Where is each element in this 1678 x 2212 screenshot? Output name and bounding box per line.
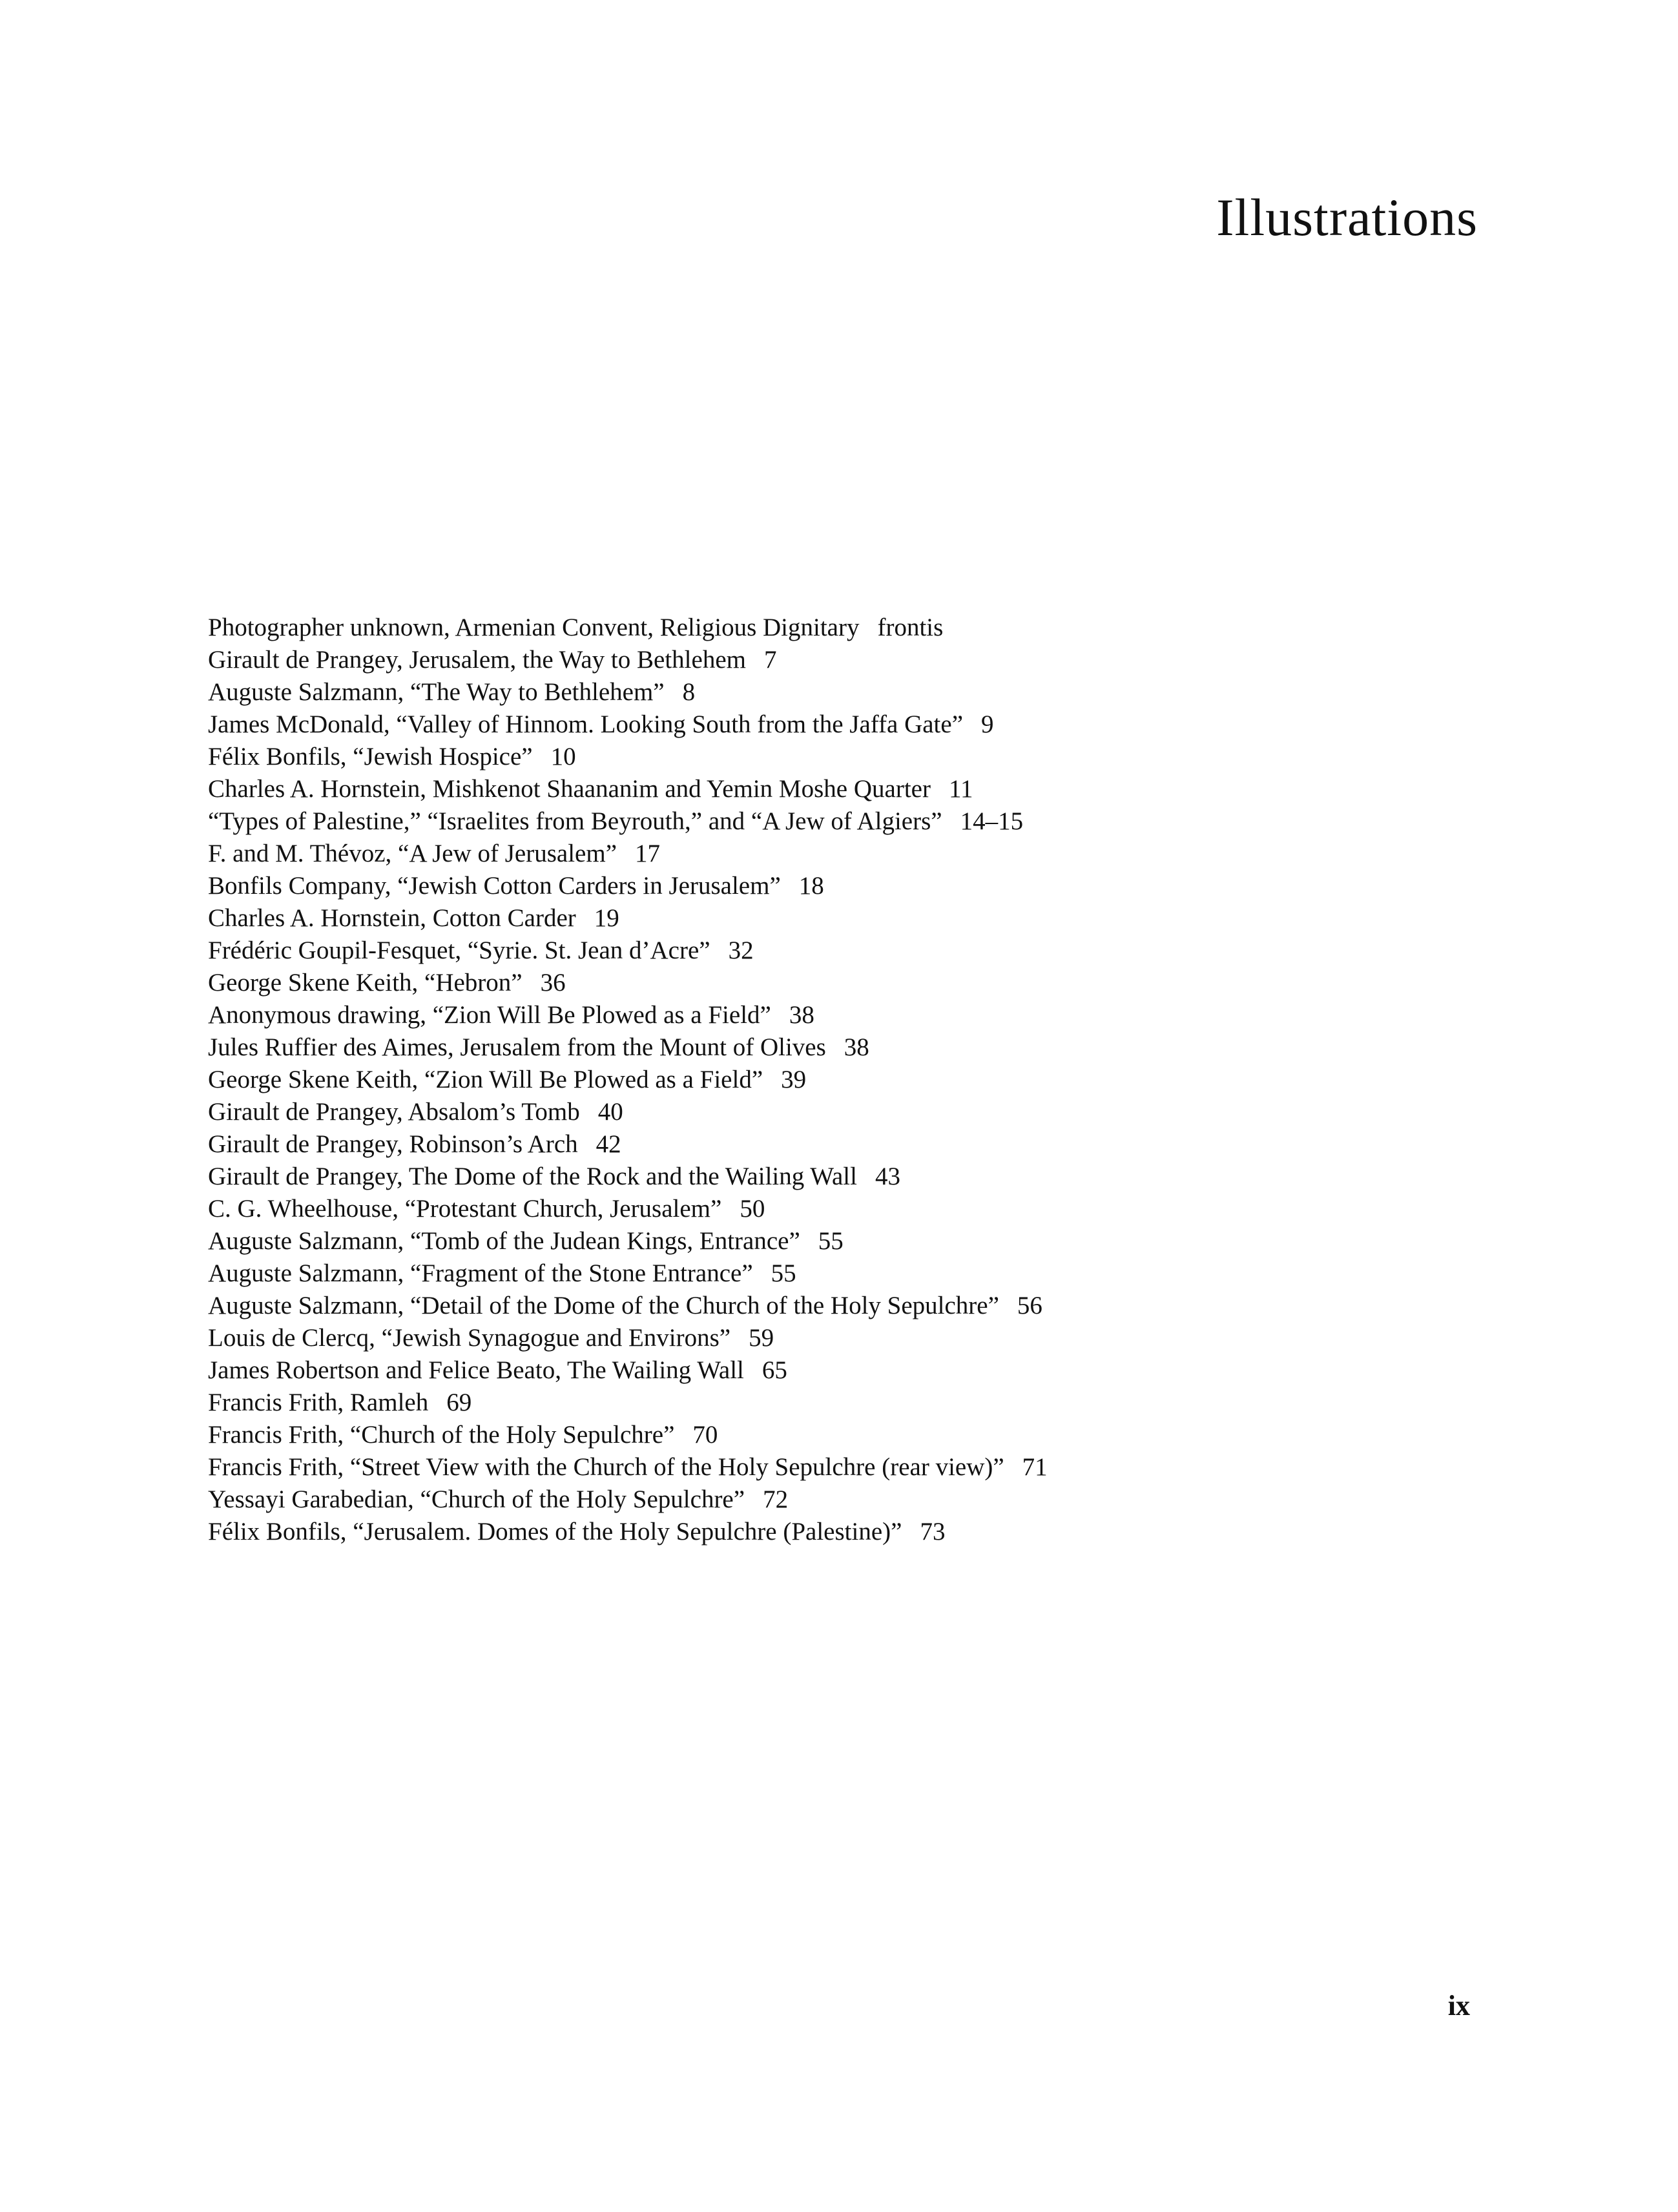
entry-page-number: 39 [781, 1066, 807, 1093]
illustration-list [208, 612, 1500, 1548]
entry-title: Auguste Salzmann, “The Way to Bethlehem” [208, 678, 665, 706]
entry-page-number: 73 [920, 1518, 946, 1545]
page-title: Illustrations [1216, 188, 1478, 247]
list-item [208, 870, 1500, 902]
list-item [208, 1354, 1500, 1387]
list-item [208, 1031, 1500, 1064]
entry-page-number: 19 [594, 904, 619, 932]
list-item [208, 1483, 1500, 1516]
entry-page-number: 36 [540, 969, 566, 997]
list-item [208, 967, 1500, 999]
list-item [208, 1451, 1500, 1483]
entry-page-number: 11 [948, 775, 973, 803]
entry-title: Girault de Prangey, Robinson’s Arch [208, 1130, 578, 1158]
entry-title: James Robertson and Felice Beato, The Wailing Wall [208, 1356, 744, 1384]
entry-page-number: 38 [789, 1001, 814, 1029]
entry-title: Auguste Salzmann, “Detail of the Dome of the Church of the Holy Sepulchre” [208, 1292, 999, 1319]
list-item [208, 1128, 1500, 1161]
list-item [208, 1257, 1500, 1290]
entry-page-number: 17 [635, 840, 661, 867]
entry-title: Félix Bonfils, “Jerusalem. Domes of the Holy Sepulchre (Palestine)” [208, 1518, 902, 1545]
entry-title: C. G. Wheelhouse, “Protestant Church, Jerusalem” [208, 1195, 722, 1223]
list-item [208, 644, 1500, 676]
entry-page-number: 14–15 [960, 807, 1024, 835]
list-item [208, 1290, 1500, 1322]
entry-page-number: 56 [1017, 1292, 1042, 1319]
entry-title: Girault de Prangey, Jerusalem, the Way to Bethlehem [208, 646, 746, 674]
entry-page-number: 72 [763, 1485, 789, 1513]
list-item [208, 902, 1500, 935]
entry-page-number: 38 [844, 1033, 869, 1061]
entry-page-number: 55 [771, 1259, 796, 1287]
entry-page-number: 10 [550, 743, 576, 770]
entry-title: Louis de Clercq, “Jewish Synagogue and Environs” [208, 1324, 731, 1352]
list-item [208, 1161, 1500, 1193]
entry-title: Anonymous drawing, “Zion Will Be Plowed as a Field” [208, 1001, 771, 1029]
entry-page-number: 32 [728, 936, 754, 964]
list-item [208, 676, 1500, 708]
entry-title: Girault de Prangey, Absalom’s Tomb [208, 1098, 580, 1126]
entry-page-number: 70 [692, 1421, 718, 1449]
list-item [208, 1096, 1500, 1128]
entry-page-number: 50 [740, 1195, 765, 1223]
list-item [208, 1516, 1500, 1548]
list-item [208, 708, 1500, 741]
entry-title: James McDonald, “Valley of Hinnom. Looking South from the Jaffa Gate” [208, 710, 964, 738]
list-item [208, 1193, 1500, 1225]
entry-page-number: 65 [761, 1356, 787, 1384]
entry-title: Félix Bonfils, “Jewish Hospice” [208, 743, 533, 770]
entry-title: “Types of Palestine,” “Israelites from Beyrouth,” and “A Jew of Algiers” [208, 807, 942, 835]
entry-page-number: 7 [763, 646, 777, 674]
entry-title: Charles A. Hornstein, Cotton Carder [208, 904, 576, 932]
list-item [208, 999, 1500, 1031]
entry-page-number: 9 [981, 710, 994, 738]
entry-title: F. and M. Thévoz, “A Jew of Jerusalem” [208, 840, 617, 867]
entry-title: George Skene Keith, “Hebron” [208, 969, 523, 997]
entry-title: Francis Frith, “Church of the Holy Sepulchre” [208, 1421, 675, 1449]
entry-title: Auguste Salzmann, “Tomb of the Judean Kings, Entrance” [208, 1227, 800, 1255]
entry-title: Girault de Prangey, The Dome of the Rock and the Wailing Wall [208, 1163, 857, 1190]
list-item [208, 612, 1500, 644]
entry-title: Jules Ruffier des Aimes, Jerusalem from the Mount of Olives [208, 1033, 826, 1061]
entry-page-number: 18 [798, 872, 824, 900]
entry-title: George Skene Keith, “Zion Will Be Plowed as a Field” [208, 1066, 763, 1093]
entry-page-number: 71 [1022, 1453, 1048, 1481]
entry-page-number: 55 [818, 1227, 844, 1255]
entry-title: Charles A. Hornstein, Mishkenot Shaananim and Yemin Moshe Quarter [208, 775, 931, 803]
list-item [208, 838, 1500, 870]
entry-page-number: 43 [875, 1163, 900, 1190]
entry-page-number: 8 [682, 678, 696, 706]
entry-page-number: 42 [596, 1130, 621, 1158]
entry-title: Auguste Salzmann, “Fragment of the Stone Entrance” [208, 1259, 753, 1287]
list-item [208, 1225, 1500, 1257]
list-item [208, 935, 1500, 967]
list-item [208, 1064, 1500, 1096]
entry-page-number: 40 [597, 1098, 623, 1126]
entry-page-number: 59 [749, 1324, 774, 1352]
entry-title: Francis Frith, Ramleh [208, 1389, 429, 1416]
page-number: ix [1447, 1990, 1470, 2021]
list-item [208, 805, 1500, 838]
entry-title: Bonfils Company, “Jewish Cotton Carders in Jerusalem” [208, 872, 781, 900]
list-item [208, 773, 1500, 805]
entry-page-number: frontis [877, 614, 944, 641]
list-item [208, 1322, 1500, 1354]
entry-title: Frédéric Goupil-Fesquet, “Syrie. St. Jean d’Acre” [208, 936, 710, 964]
list-item [208, 741, 1500, 773]
list-item [208, 1419, 1500, 1451]
entry-title: Photographer unknown, Armenian Convent, Religious Dignitary [208, 614, 860, 641]
entry-title: Francis Frith, “Street View with the Church of the Holy Sepulchre (rear view)” [208, 1453, 1004, 1481]
list-item [208, 1387, 1500, 1419]
entry-page-number: 69 [446, 1389, 472, 1416]
entry-title: Yessayi Garabedian, “Church of the Holy Sepulchre” [208, 1485, 745, 1513]
